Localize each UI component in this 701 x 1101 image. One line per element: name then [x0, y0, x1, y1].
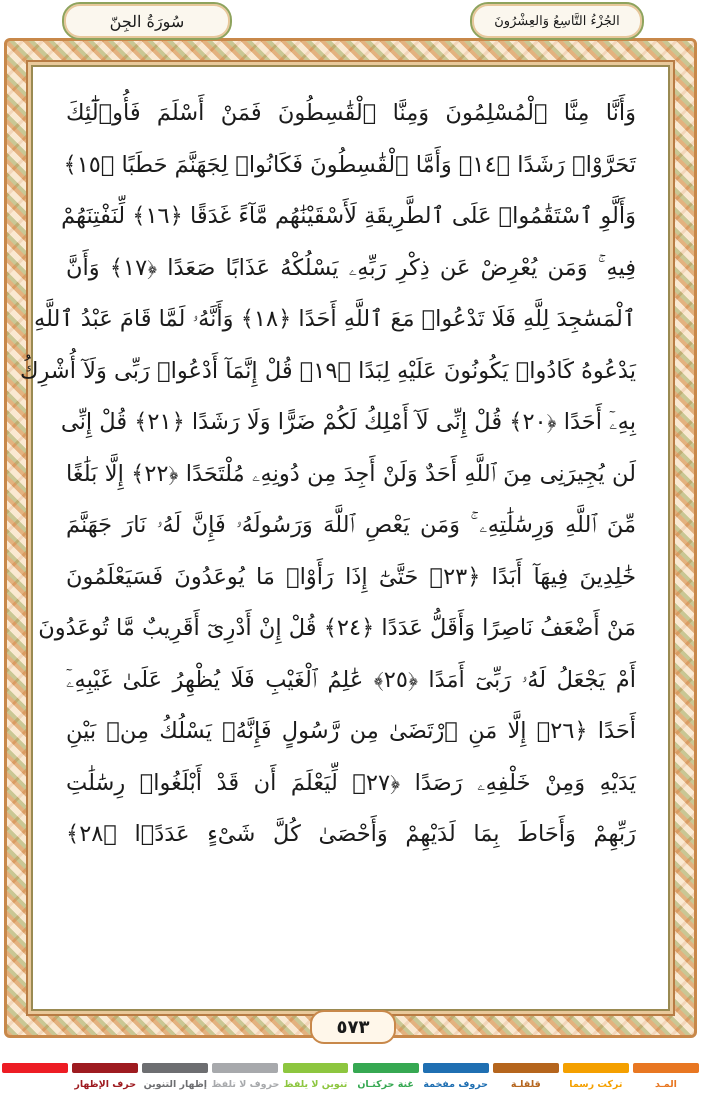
legend-color-swatch — [423, 1063, 489, 1073]
legend-color-swatch — [283, 1063, 349, 1073]
juz-name: الجُزْءُ التَّاسِعُ وَالعِشْرُونَ — [494, 13, 620, 29]
legend-item — [491, 1063, 561, 1101]
legend-label: تنوين لا يلفظ — [283, 1079, 348, 1090]
verse-line: يَدْعُوهُ كَادُوا۟ يَكُونُونَ عَلَيْهِ لِبَدًا ﴿١٩﴾ قُلْ إِنَّمَآ أَدْعُوا۟ رَبِّى وَلَآ أُشْرِكُ — [19, 357, 636, 384]
legend-color-swatch — [633, 1063, 699, 1073]
tajweed-legend — [0, 1063, 701, 1101]
legend-item — [0, 1063, 70, 1101]
legend-label: حروف لا تلفظ — [211, 1079, 280, 1090]
legend-color-swatch — [2, 1063, 68, 1073]
surah-name: سُورَةُ الجِنّ — [109, 11, 185, 31]
legend-label: تركت رسما — [569, 1079, 623, 1090]
legend-item — [280, 1063, 350, 1101]
legend-label: إظهار التنوين — [143, 1079, 208, 1090]
verse-line: بِهِۦٓ أَحَدًا ﴿٢٠﴾ قُلْ إِنِّى لَآ أَمْلِكُ لَكُمْ ضَرًّا وَلَا رَشَدًا ﴿٢١﴾ قُلْ إِنِّى — [60, 409, 636, 435]
legend-label: المـد — [654, 1079, 677, 1090]
legend-item — [70, 1063, 140, 1101]
verse-line: وَأَلَّوِ ٱسْتَقَٰمُوا۟ عَلَى ٱلطَّرِيقَةِ لَأَسْقَيْنَٰهُم مَّآءً غَدَقًا ﴿١٦﴾ لِّنَفْتِنَهُمْ — [61, 203, 636, 229]
legend-color-swatch — [212, 1063, 278, 1073]
legend-item — [631, 1063, 701, 1101]
verse-line: لَن يُجِيرَنِى مِنَ ٱللَّهِ أَحَدٌ وَلَنْ أَجِدَ مِن دُونِهِۦ مُلْتَحَدًا ﴿٢٢﴾ إِلَّا بَلَٰغًا — [66, 460, 636, 487]
legend-label: حرف الإظهار — [74, 1079, 137, 1090]
verse-line: أَمْ يَجْعَلُ لَهُۥ رَبِّىٓ أَمَدًا ﴿٢٥﴾ عَٰلِمُ ٱلْغَيْبِ فَلَا يُظْهِرُ عَلَىٰ غَيْبِهِۦٓ — [66, 666, 636, 693]
verse-line: خَٰلِدِينَ فِيهَآ أَبَدًا ﴿٢٣﴾ حَتَّىٰٓ إِذَا رَأَوْا۟ مَا يُوعَدُونَ فَسَيَعْلَمُونَ — [66, 563, 636, 590]
page-number: ٥٧٣ — [310, 1010, 396, 1044]
juz-name-plaque — [470, 2, 644, 40]
legend-item — [140, 1063, 210, 1101]
surah-name-plaque — [62, 2, 232, 40]
legend-color-swatch — [493, 1063, 559, 1073]
legend-label: غنة حركتـان — [357, 1079, 414, 1090]
verse-line: يَدَيْهِ وَمِنْ خَلْفِهِۦ رَصَدًا ﴿٢٧﴾ لِّيَعْلَمَ أَن قَدْ أَبْلَغُوا۟ رِسَٰلَٰتِ — [66, 769, 636, 796]
legend-item — [421, 1063, 491, 1101]
legend-color-swatch — [563, 1063, 629, 1073]
legend-item — [561, 1063, 631, 1101]
verse-line: مَنْ أَضْعَفُ نَاصِرًا وَأَقَلُّ عَدَدًا ﴿٢٤﴾ قُلْ إِنْ أَدْرِىٓ أَقَرِيبٌ مَّا تُوعَدُونَ — [38, 615, 636, 641]
legend-color-swatch — [353, 1063, 419, 1073]
verse-line: فِيهِ ۚ وَمَن يُعْرِضْ عَن ذِكْرِ رَبِّهِۦ يَسْلُكْهُ عَذَابًا صَعَدًا ﴿١٧﴾ وَأَنَّ — [66, 254, 636, 281]
verse-line: رَبِّهِمْ وَأَحَاطَ بِمَا لَدَيْهِمْ وَأَحْصَىٰ كُلَّ شَىْءٍ عَدَدًۢا ﴿٢٨﴾ — [66, 821, 636, 847]
verse-line: أَحَدًا ﴿٢٦﴾ إِلَّا مَنِ ٱرْتَضَىٰ مِن رَّسُولٍ فَإِنَّهُۥ يَسْلُكُ مِنۢ بَيْنِ — [66, 718, 636, 744]
verse-line: وَأَنَّا مِنَّا ٱلْمُسْلِمُونَ وَمِنَّا ٱلْقَٰسِطُونَ فَمَنْ أَسْلَمَ فَأُو۟لَٰٓئِكَ — [66, 100, 636, 126]
legend-item — [351, 1063, 421, 1101]
legend-color-swatch — [72, 1063, 138, 1073]
legend-label: حروف مفخمة — [423, 1079, 489, 1090]
legend-item — [210, 1063, 280, 1101]
verse-line: ٱلْمَسَٰجِدَ لِلَّهِ فَلَا تَدْعُوا۟ مَعَ ٱللَّهِ أَحَدًا ﴿١٨﴾ وَأَنَّهُۥ لَمَّا قَامَ عَبْدُ ٱللَّهِ — [34, 306, 636, 332]
legend-color-swatch — [142, 1063, 208, 1073]
verse-lines — [19, 88, 636, 861]
verse-line: مِّنَ ٱللَّهِ وَرِسَٰلَٰتِهِۦ ۚ وَمَن يَعْصِ ٱللَّهَ وَرَسُولَهُۥ فَإِنَّ لَهُۥ نَارَ جَهَنَّمَ — [66, 512, 636, 538]
legend-label: قلقلـة — [510, 1079, 541, 1090]
verse-line: تَحَرَّوْا۟ رَشَدًا ﴿١٤﴾ وَأَمَّا ٱلْقَٰسِطُونَ فَكَانُوا۟ لِجَهَنَّمَ حَطَبًا ﴿١٥﴾ — [63, 151, 636, 178]
